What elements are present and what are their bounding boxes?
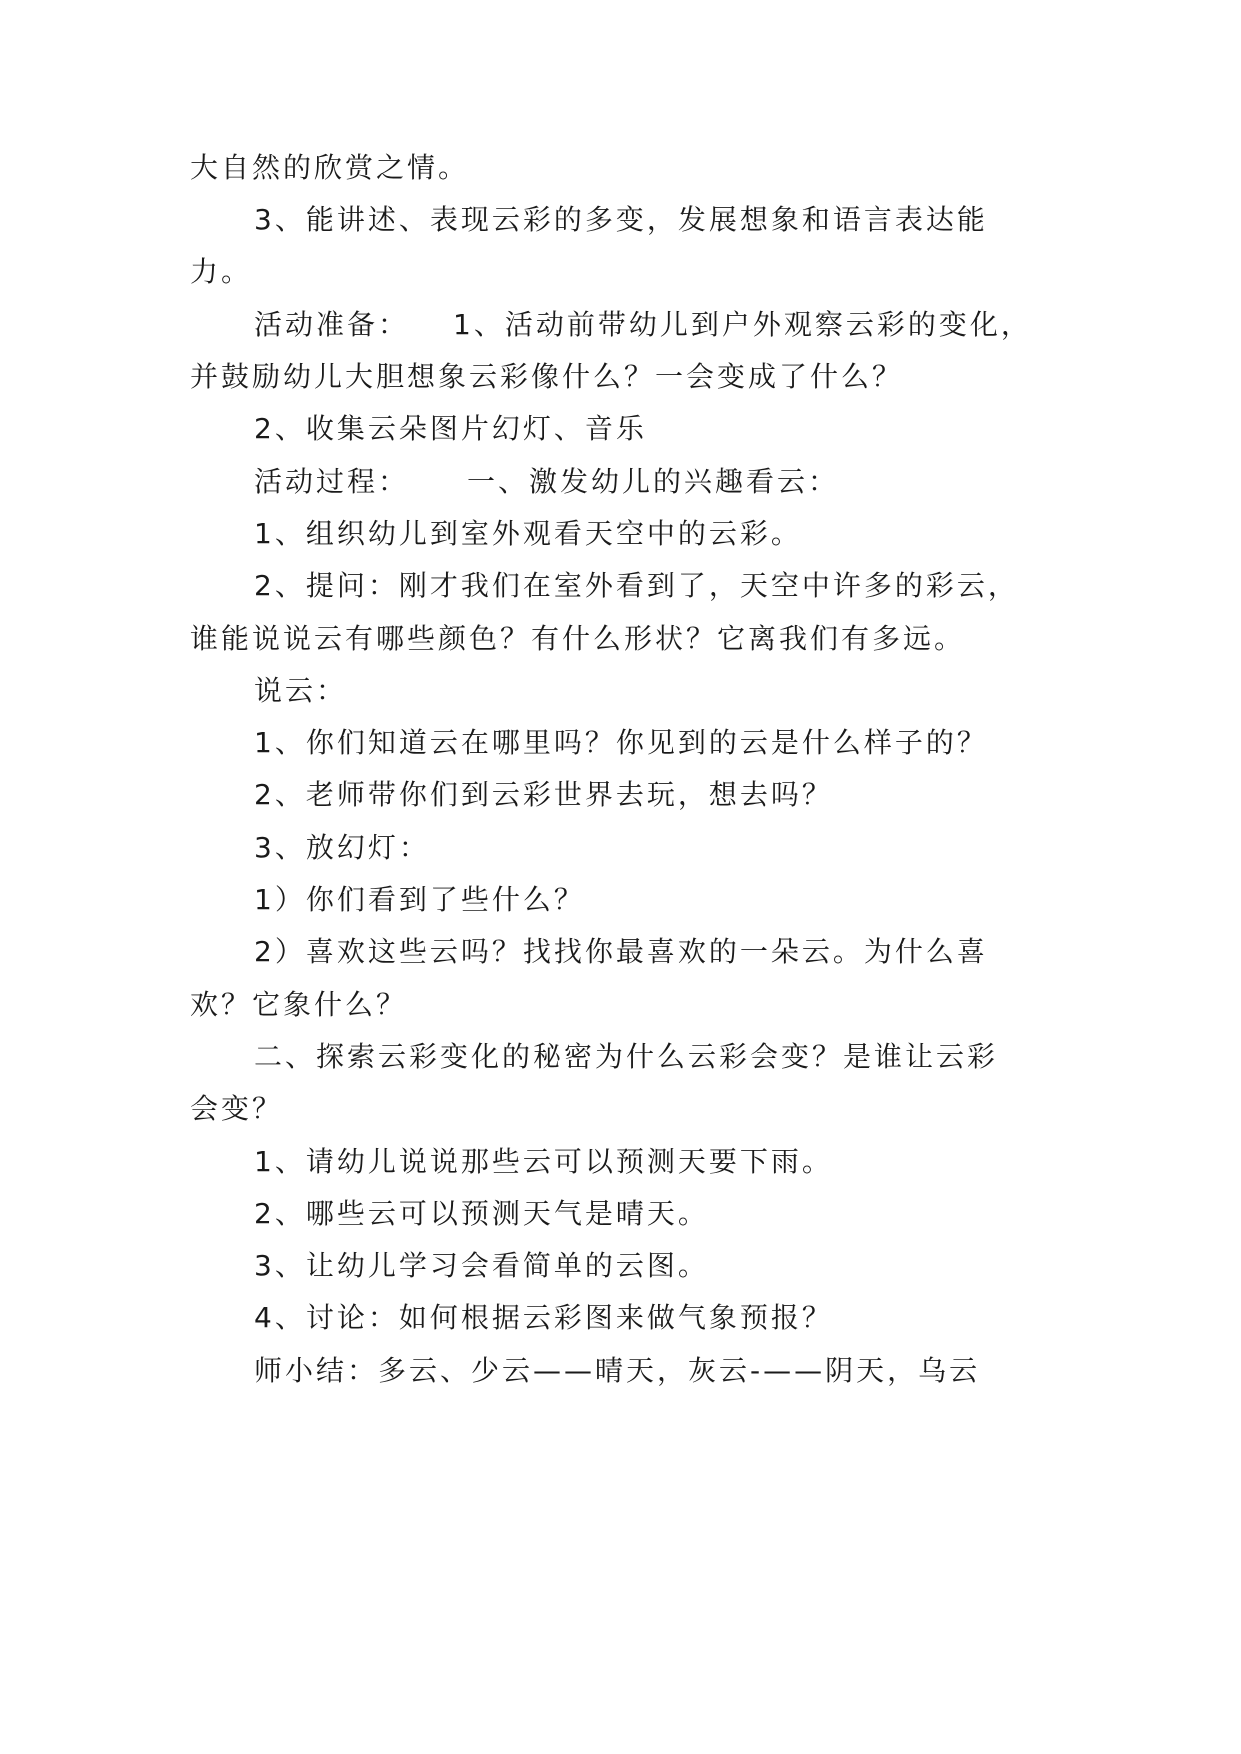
text-line: 2）喜欢这些云吗？找找你最喜欢的一朵云。为什么喜 — [254, 935, 988, 968]
text-line: 力。 — [190, 255, 253, 288]
text-line: 会变？ — [190, 1092, 284, 1125]
text-line: 2、收集云朵图片幻灯、音乐 — [254, 412, 647, 445]
text-line: 大自然的欣赏之情。 — [190, 151, 470, 184]
text-line: 2、老师带你们到云彩世界去玩，想去吗？ — [254, 778, 833, 811]
text-line: 1、请幼儿说说那些云可以预测天要下雨。 — [254, 1145, 833, 1178]
preparation-line — [254, 305, 1134, 345]
text-line: 4、讨论：如何根据云彩图来做气象预报？ — [254, 1301, 833, 1334]
text-line: 谁能说说云有哪些颜色？有什么形状？它离我们有多远。 — [190, 622, 966, 655]
text-line: 二、探索云彩变化的秘密为什么云彩会变？是谁让云彩 — [254, 1040, 999, 1073]
text-line: 说云： — [254, 674, 348, 707]
text-line: 3、让幼儿学习会看简单的云图。 — [254, 1249, 709, 1282]
text-line: 3、放幻灯： — [254, 831, 430, 864]
text-line: 2、哪些云可以预测天气是晴天。 — [254, 1197, 709, 1230]
process-line — [254, 462, 1134, 502]
preparation-text: 1、活动前带幼儿到户外观察云彩的变化， — [453, 308, 1032, 341]
process-text: 一、激发幼儿的兴趣看云： — [467, 465, 840, 498]
text-line: 3、能讲述、表现云彩的多变，发展想象和语言表达能 — [254, 203, 988, 236]
process-label: 活动过程： — [254, 465, 410, 498]
text-line: 1、组织幼儿到室外观看天空中的云彩。 — [254, 517, 802, 550]
text-line: 欢？它象什么？ — [190, 988, 408, 1021]
preparation-label: 活动准备： — [254, 308, 410, 341]
text-line: 师小结：多云、少云——晴天，灰云-——阴天，乌云 — [254, 1354, 981, 1387]
text-line: 2、提问：刚才我们在室外看到了，天空中许多的彩云， — [254, 569, 1019, 602]
text-line: 1、你们知道云在哪里吗？你见到的云是什么样子的？ — [254, 726, 988, 759]
text-line: 1）你们看到了些什么？ — [254, 883, 585, 916]
text-line: 并鼓励幼儿大胆想象云彩像什么？一会变成了什么？ — [190, 360, 904, 393]
